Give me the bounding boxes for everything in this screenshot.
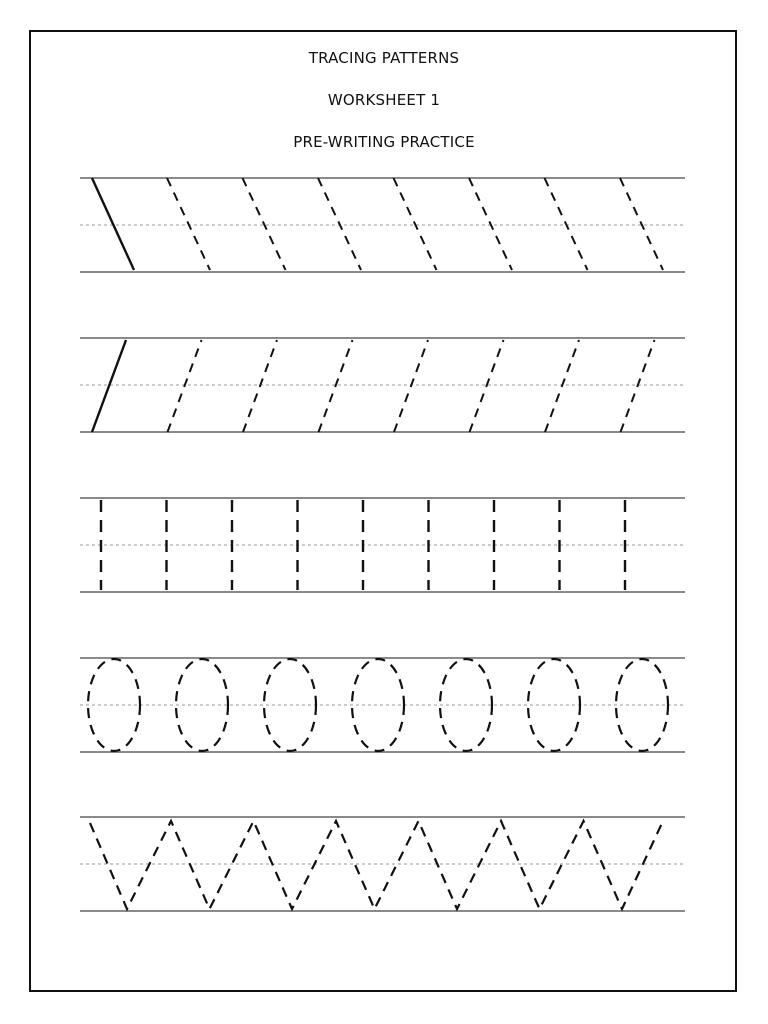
trace-backslash-stroke — [243, 178, 286, 270]
trace-backslash-stroke — [394, 178, 437, 270]
model-slash-stroke — [92, 340, 126, 432]
trace-slash-stroke — [319, 340, 353, 432]
trace-backslash-stroke — [545, 178, 588, 270]
trace-backslash-stroke — [620, 178, 663, 270]
trace-oval — [616, 659, 668, 751]
worksheet-title: TRACING PATTERNS — [308, 49, 460, 67]
trace-backslash-stroke — [318, 178, 361, 270]
trace-slash-stroke — [168, 340, 202, 432]
tracing-row-group — [80, 178, 685, 911]
trace-slash-stroke — [470, 340, 504, 432]
trace-zigzag — [90, 821, 663, 909]
worksheet-subtitle: WORKSHEET 1 — [327, 91, 441, 109]
trace-slash-stroke — [621, 340, 655, 432]
trace-slash-stroke — [545, 340, 579, 432]
trace-oval — [352, 659, 404, 751]
trace-slash-stroke — [394, 340, 428, 432]
model-backslash-stroke — [92, 178, 134, 270]
trace-slash-stroke — [243, 340, 277, 432]
trace-backslash-stroke — [167, 178, 210, 270]
trace-oval — [88, 659, 140, 751]
trace-backslash-stroke — [469, 178, 512, 270]
practice-label: PRE-WRITING PRACTICE — [293, 133, 475, 151]
